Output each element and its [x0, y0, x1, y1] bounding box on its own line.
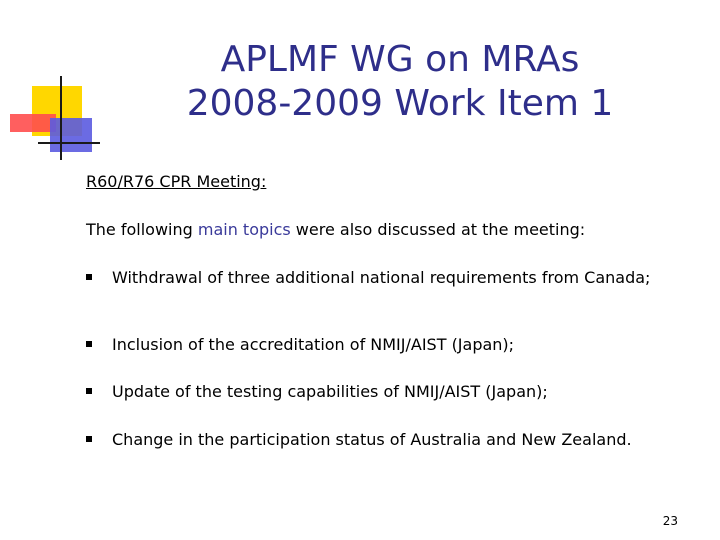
intro-text: [86, 220, 585, 239]
bullet-square-icon: [86, 274, 92, 280]
bullet-square-icon: [86, 388, 92, 394]
slide-logo: [0, 0, 100, 165]
logo-vertical-line: [60, 76, 62, 160]
bullet-square-icon: [86, 436, 92, 442]
page-number: 23: [662, 514, 678, 528]
slide-title: [150, 38, 650, 126]
intro-highlight: main topics: [197, 220, 291, 239]
slide-title-line-1: APLMF WG on MRAs: [220, 39, 580, 80]
logo-blue-square: [50, 118, 92, 152]
slide-title-line-2: 2008-2009 Work Item 1: [186, 83, 614, 124]
topic-text: Change in the participation status of Australia and New Zealand.: [112, 430, 632, 449]
bullet-square-icon: [86, 341, 92, 347]
meeting-heading: R60/R76 CPR Meeting:: [86, 172, 267, 191]
topic-text: Update of the testing capabilities of NMIJ/AIST (Japan);: [112, 382, 548, 401]
intro-before: The following: [86, 220, 198, 239]
logo-horizontal-line: [38, 142, 100, 144]
topic-text: Withdrawal of three additional national requirements from Canada;: [112, 268, 651, 287]
topic-text: Inclusion of the accreditation of NMIJ/AIST (Japan);: [112, 335, 515, 354]
intro-after: were also discussed at the meeting:: [290, 220, 586, 239]
